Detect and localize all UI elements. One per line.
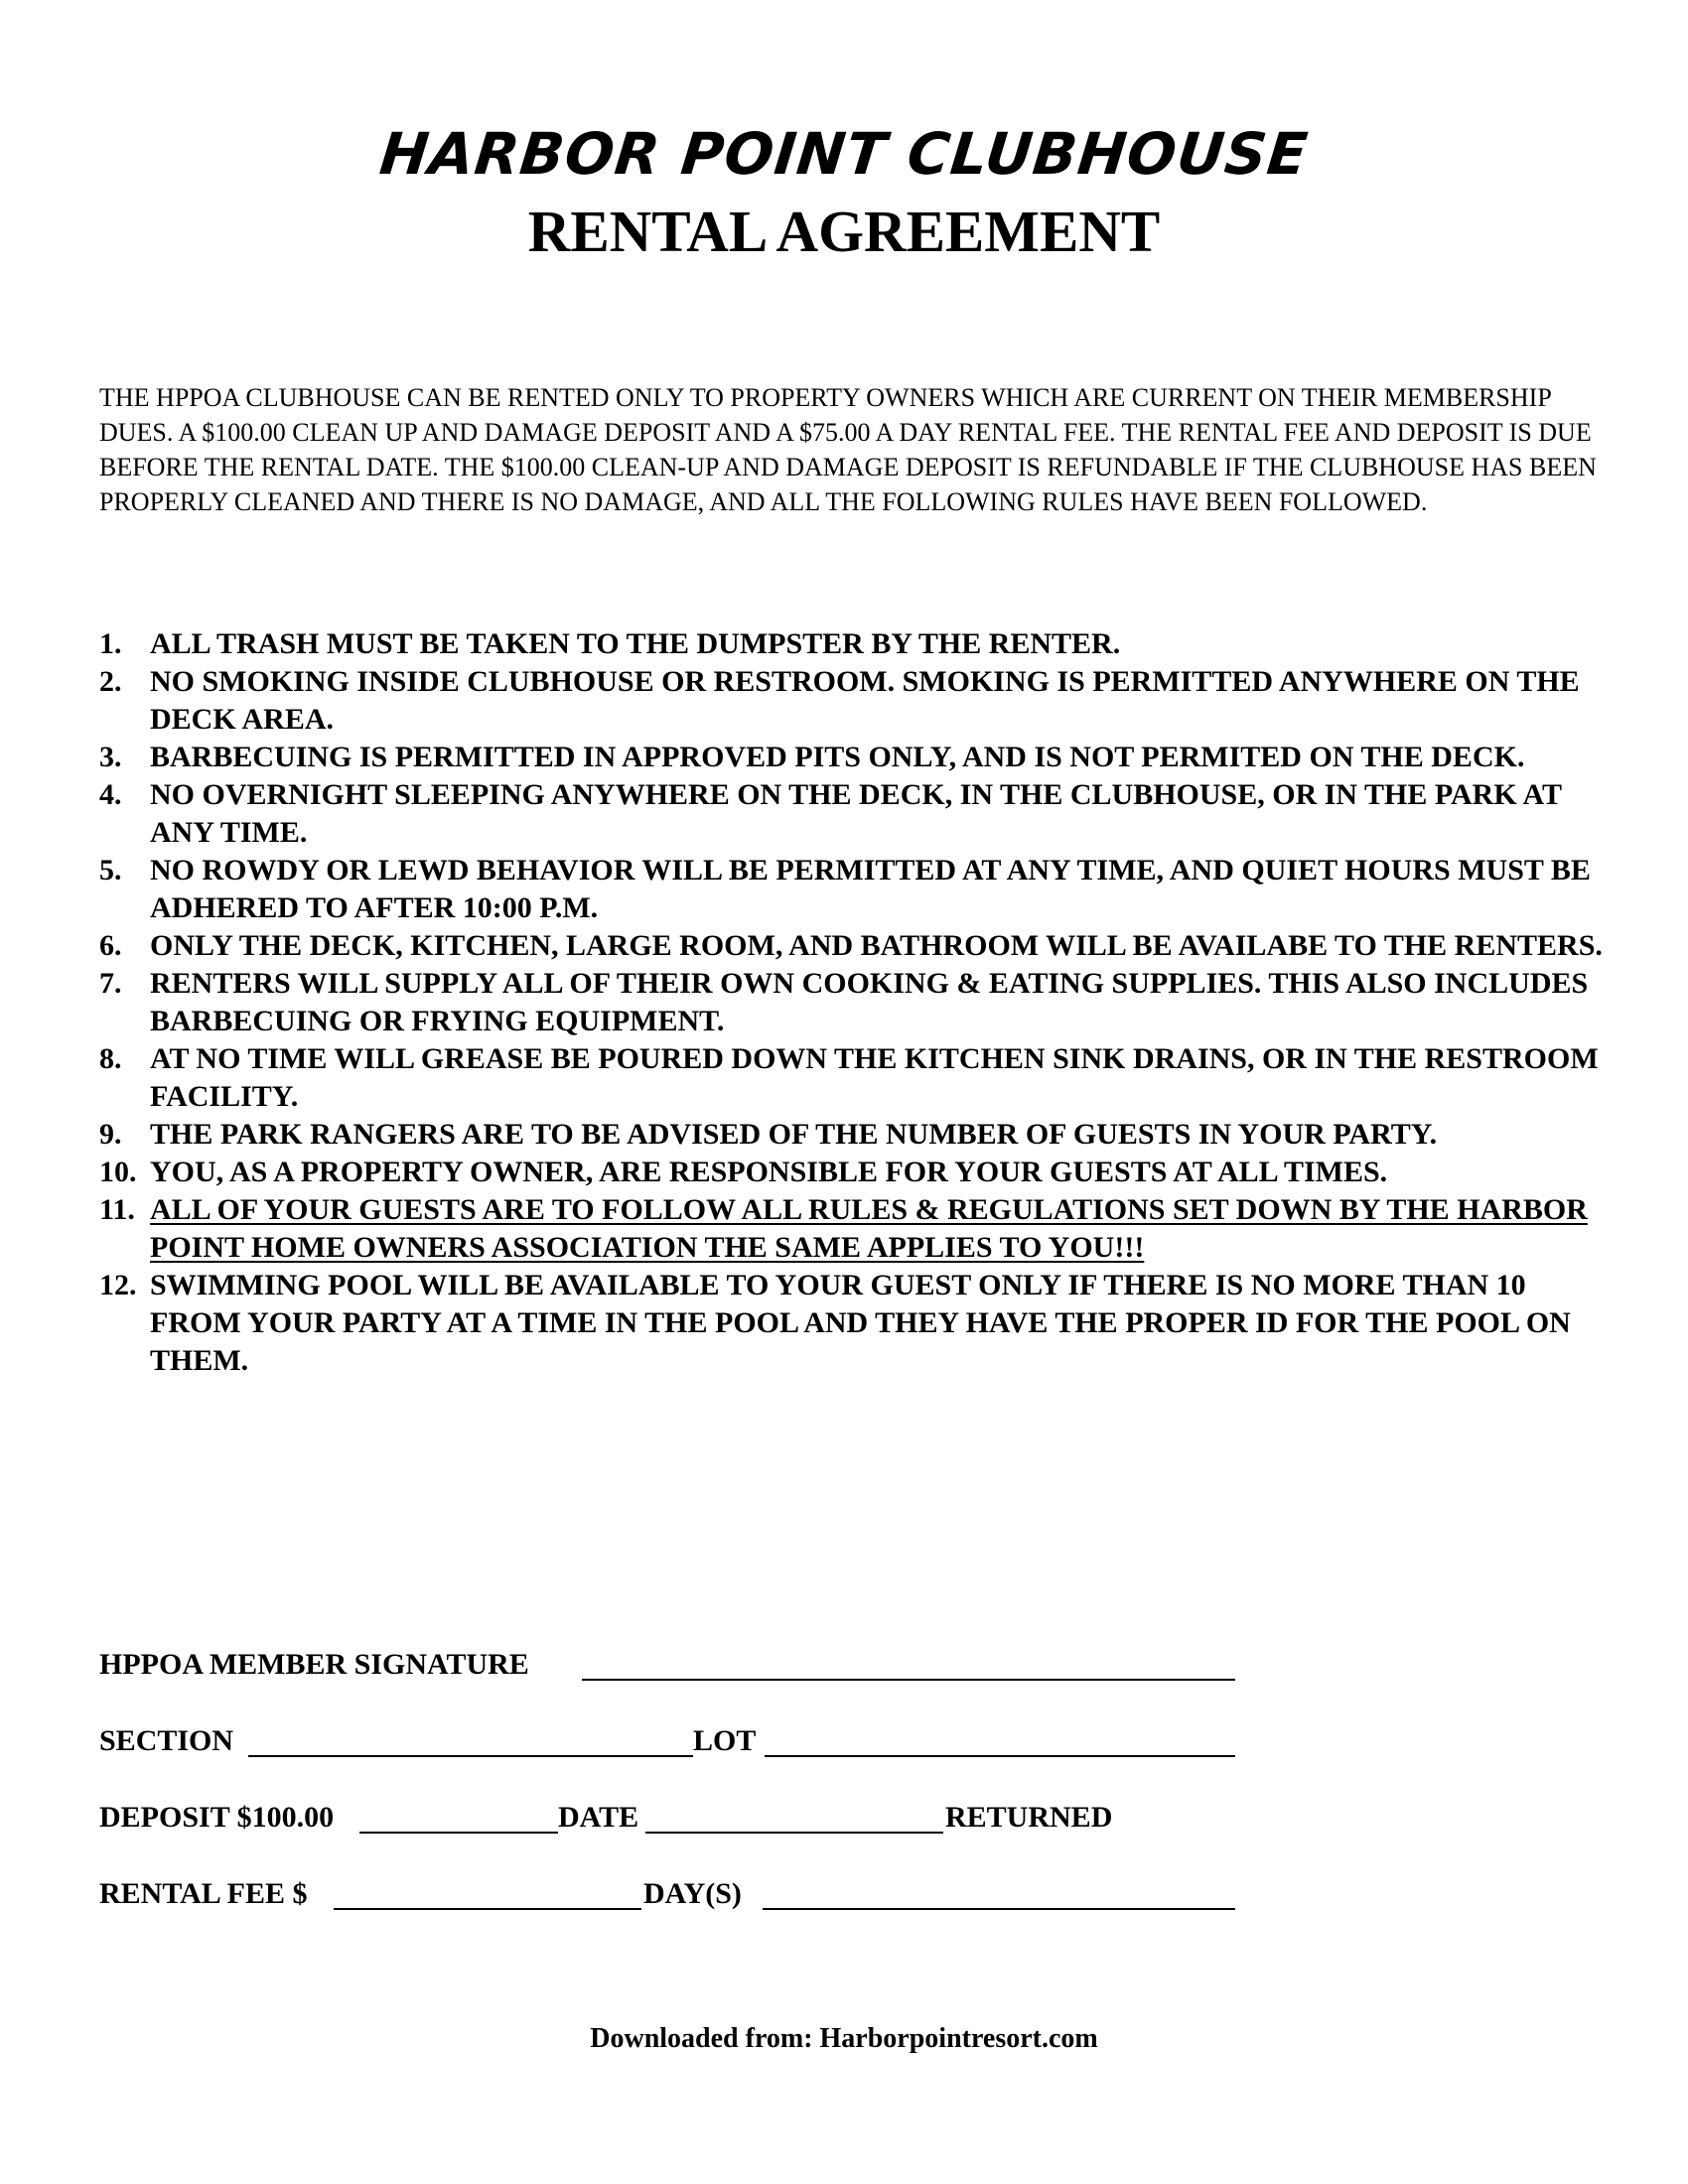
rule-text: RENTERS WILL SUPPLY ALL OF THEIR OWN COOKING & EATING SUPPLIES. THIS ALSO INCLUDES BARBECUING OR FRYING EQUIPMENT. (150, 967, 1589, 1037)
rule-item (99, 965, 1609, 1040)
rule-item (99, 852, 1609, 927)
rule-text: NO OVERNIGHT SLEEPING ANYWHERE ON THE DECK, IN THE CLUBHOUSE, OR IN THE PARK AT ANY TIME. (150, 778, 1562, 849)
intro-paragraph: THE HPPOA CLUBHOUSE CAN BE RENTED ONLY TO PROPERTY OWNERS WHICH ARE CURRENT ON THEIR MEMBERSHIP DUES. A $100.00 CLEAN UP AND DAMAGE DEPOSIT AND A $75.00 A DAY RENTAL FEE. THE RENTAL FEE AND DEPOSIT IS DUE BEFORE THE RENTAL DATE. THE $100.00 CLEAN-UP AND DAMAGE DEPOSIT IS REFUNDABLE IF THE CLUBHOUSE HAS BEEN PROPERLY CLEANED AND THERE IS NO DAMAGE, AND ALL THE FOLLOWING RULES HAVE BEEN FOLLOWED. (99, 383, 1597, 516)
rule-item (99, 776, 1609, 852)
member-signature-label: HPPOA MEMBER SIGNATURE (99, 1648, 529, 1681)
rule-item (99, 625, 1609, 663)
deposit-field[interactable] (359, 1832, 558, 1834)
rule-text: NO ROWDY OR LEWD BEHAVIOR WILL BE PERMITTED AT ANY TIME, AND QUIET HOURS MUST BE ADHERED TO AFTER 10:00 P.M. (150, 854, 1591, 924)
footer-source: Downloaded from: Harborpointresort.com (590, 2023, 1098, 2054)
rule-text: ONLY THE DECK, KITCHEN, LARGE ROOM, AND BATHROOM WILL BE AVAILABE TO THE RENTERS. (150, 929, 1603, 962)
rule-item (99, 1267, 1609, 1380)
rule-text: NO SMOKING INSIDE CLUBHOUSE OR RESTROOM. SMOKING IS PERMITTED ANYWHERE ON THE DECK AREA. (150, 665, 1580, 736)
rule-text: YOU, AS A PROPERTY OWNER, ARE RESPONSIBLE FOR YOUR GUESTS AT ALL TIMES. (150, 1156, 1388, 1188)
rule-text: ALL TRASH MUST BE TAKEN TO THE DUMPSTER BY THE RENTER. (150, 627, 1121, 660)
returned-label: RETURNED (945, 1801, 1113, 1834)
rule-number: 5. (99, 854, 122, 887)
days-label: DAY(S) (643, 1877, 742, 1910)
rule-number: 8. (99, 1042, 122, 1075)
rule-item (99, 1191, 1609, 1267)
rule-item (99, 1116, 1609, 1154)
rule-number: 10. (99, 1156, 137, 1188)
rule-item (99, 927, 1609, 965)
lot-label: LOT (693, 1724, 757, 1757)
member-signature-field[interactable] (582, 1679, 1235, 1681)
date-label: DATE (558, 1801, 639, 1834)
rule-number: 6. (99, 929, 122, 962)
rule-text: THE PARK RANGERS ARE TO BE ADVISED OF THE NUMBER OF GUESTS IN YOUR PARTY. (150, 1118, 1438, 1151)
rule-item (99, 739, 1609, 776)
rule-number: 12. (99, 1269, 137, 1301)
rule-number: 3. (99, 741, 122, 773)
section-label: SECTION (99, 1724, 234, 1757)
rental-fee-label: RENTAL FEE $ (99, 1877, 308, 1910)
rule-item (99, 663, 1609, 739)
date-field[interactable] (645, 1832, 943, 1834)
rule-number: 2. (99, 665, 122, 698)
rule-item (99, 1040, 1609, 1116)
rule-number: 7. (99, 967, 122, 1000)
rule-number: 11. (99, 1193, 135, 1226)
rule-text-underlined: ALL OF YOUR GUESTS ARE TO FOLLOW ALL RULES & REGULATIONS SET DOWN BY THE HARBOR POINT HOME OWNERS ASSOCIATION THE SAME APPLIES TO YOU!!! (150, 1193, 1588, 1264)
rule-number: 9. (99, 1118, 122, 1151)
document-title: HARBOR POINT CLUBHOUSE (376, 120, 1312, 188)
document-subtitle: RENTAL AGREEMENT (527, 199, 1161, 264)
section-field[interactable] (248, 1755, 693, 1757)
rental-fee-field[interactable] (334, 1908, 641, 1910)
rule-text: AT NO TIME WILL GREASE BE POURED DOWN THE KITCHEN SINK DRAINS, OR IN THE RESTROOM FACILITY. (150, 1042, 1599, 1113)
rule-text: BARBECUING IS PERMITTED IN APPROVED PITS ONLY, AND IS NOT PERMITED ON THE DECK. (150, 741, 1525, 773)
rule-number: 1. (99, 627, 122, 660)
rule-item (99, 1154, 1609, 1191)
days-field[interactable] (763, 1908, 1235, 1910)
lot-field[interactable] (765, 1755, 1235, 1757)
rule-number: 4. (99, 778, 122, 811)
deposit-label: DEPOSIT $100.00 (99, 1801, 335, 1834)
rules-list (99, 625, 1609, 1380)
rule-text: SWIMMING POOL WILL BE AVAILABLE TO YOUR GUEST ONLY IF THERE IS NO MORE THAN 10 FROM YOUR PARTY AT A TIME IN THE POOL AND THEY HAVE THE PROPER ID FOR THE POOL ON THEM. (150, 1269, 1571, 1377)
